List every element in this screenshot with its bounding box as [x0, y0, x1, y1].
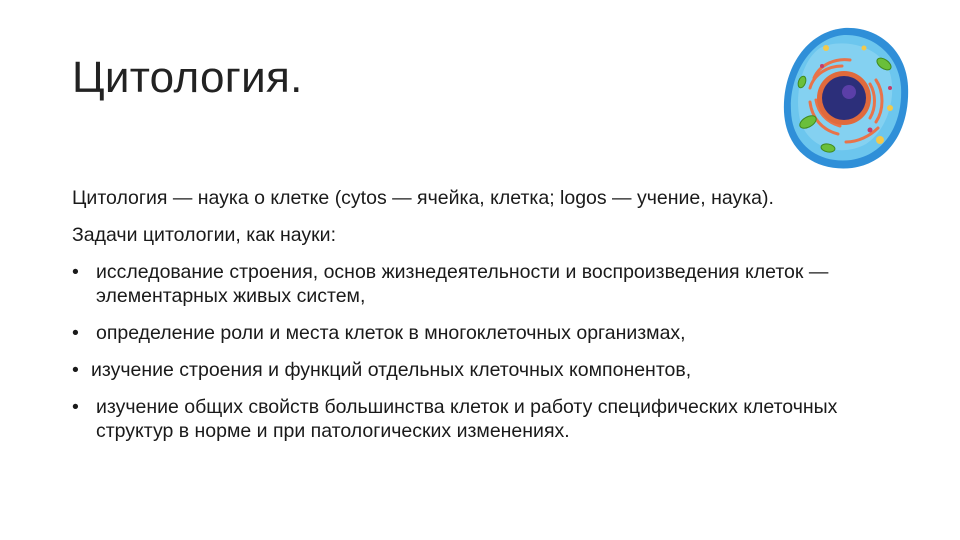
bullet-icon: •: [72, 396, 79, 418]
nucleolus: [842, 85, 856, 99]
slide-body: [72, 186, 892, 456]
list-item-text: исследование строения, основ жизнедеятельности и воспроизведения клеток — элементарных живых систем,: [96, 261, 829, 307]
definition-text: Цитология — наука о клетке (cytos — ячейка, клетка; logos — учение, наука).: [72, 187, 774, 209]
list-item-text: определение роли и места клеток в многоклеточных организмах,: [96, 322, 686, 344]
bullet-icon: •: [72, 322, 79, 344]
bullet-icon: •: [72, 261, 79, 283]
nucleus: [822, 76, 866, 120]
tasks-list: [72, 260, 892, 443]
list-item: [72, 321, 892, 345]
list-item: [72, 395, 892, 443]
tasks-heading: Задачи цитологии, как науки:: [72, 224, 336, 246]
animal-cell-illustration: [780, 24, 912, 172]
list-item: [72, 358, 892, 382]
list-item-text: изучение строения и функций отдельных клеточных компонентов,: [91, 359, 692, 381]
slide-title: Цитология.: [72, 53, 303, 102]
list-item: [72, 260, 892, 308]
list-item-text: изучение общих свойств большинства клеток и работу специфических клеточных структур в норме и при патологических изменениях.: [96, 396, 838, 442]
bullet-icon: •: [72, 359, 79, 381]
